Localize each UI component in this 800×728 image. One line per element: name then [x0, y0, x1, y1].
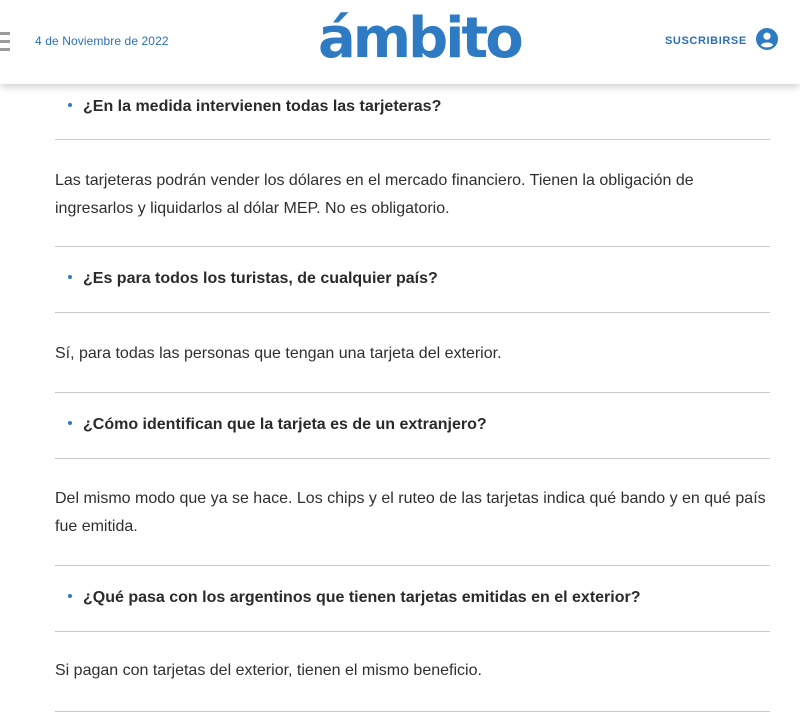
faq-question-text: ¿Qué pasa con los argentinos que tienen tarjetas emitidas en el exterior?	[83, 589, 641, 606]
divider	[55, 392, 770, 393]
header-date: 4 de Noviembre de 2022	[35, 34, 169, 48]
bullet-icon	[68, 275, 72, 279]
faq-content	[0, 84, 800, 728]
faq-answer: Sí, para todas las personas que tengan una tarjeta del exterior.	[55, 345, 502, 362]
hamburger-menu-icon[interactable]	[0, 32, 10, 52]
divider	[55, 139, 770, 140]
faq-question-text: ¿Es para todos los turistas, de cualquier país?	[83, 270, 438, 287]
divider	[55, 711, 770, 712]
faq-question	[68, 589, 641, 607]
divider	[55, 312, 770, 313]
site-header	[0, 0, 800, 84]
faq-question-text: ¿En la medida intervienen todas las tarjeteras?	[83, 98, 442, 115]
faq-answer: Si pagan con tarjetas del exterior, tienen el mismo beneficio.	[55, 662, 482, 679]
faq-question	[68, 416, 487, 434]
bullet-icon	[68, 103, 72, 107]
divider	[55, 246, 770, 247]
divider	[55, 565, 770, 566]
site-logo[interactable]: ámbito	[318, 6, 521, 71]
bullet-icon	[68, 594, 72, 598]
faq-answer: Las tarjeteras podrán vender los dólares en el mercado financiero. Tienen la obligación de ingresarlos y liquidarlos al dólar MEP. No es obligatorio.	[55, 172, 694, 217]
bullet-icon	[68, 421, 72, 425]
faq-question	[68, 270, 438, 288]
divider	[55, 631, 770, 632]
user-account-icon[interactable]	[756, 28, 778, 50]
divider	[55, 458, 770, 459]
faq-question	[68, 98, 441, 116]
faq-answer: Del mismo modo que ya se hace. Los chips y el ruteo de las tarjetas indica qué bando y en qué país fue emitida.	[55, 490, 766, 535]
subscribe-button[interactable]: SUSCRIBIRSE	[665, 35, 747, 47]
faq-question-text: ¿Cómo identifican que la tarjeta es de un extranjero?	[83, 416, 487, 433]
